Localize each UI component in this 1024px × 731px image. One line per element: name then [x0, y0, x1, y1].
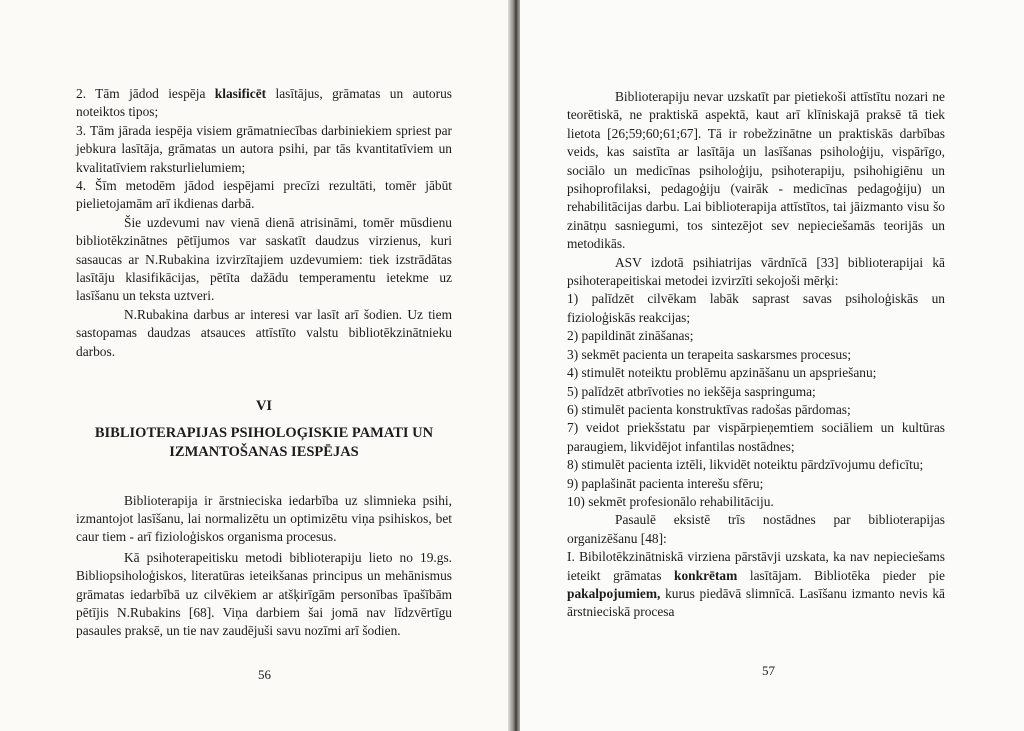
list-item: 4) stimulēt noteiktu problēmu apzināšanu un apspriešanu;	[567, 365, 877, 381]
right-page-text	[567, 88, 945, 622]
paragraph	[76, 85, 452, 122]
paragraph: 3. Tām jārada iespēja visiem grāmatniecības darbiniekiem spriest par jebkura lasītāja, grāmatas un autora psihi, par tās kvantitatīviem un kvalitatīviem raksturlielumiem;	[76, 122, 452, 175]
text-run: 2. Tām jādod iespēja	[76, 86, 215, 101]
list-item: 2) papildināt zināšanas;	[567, 328, 694, 344]
bold-term: klasificēt	[214, 86, 267, 101]
text-run: lasītājam. Bibliotēka pieder pie	[737, 567, 945, 583]
list-item: 6) stimulēt pacienta konstruktīvas radošas pārdomas;	[567, 401, 851, 417]
page-number: 56	[258, 667, 271, 682]
list-item: 5) palīdzēt atbrīvoties no iekšēja saspringuma;	[567, 383, 816, 399]
left-page-text	[76, 85, 452, 641]
bold-term: konkrētam	[674, 567, 738, 583]
right-page	[520, 0, 1024, 731]
text-run: I. Bibilotēkzinātniskā virziena pārstāvji uzskata, ka nav nepieciešams ieteikt grāmatas	[567, 549, 945, 583]
paragraph	[567, 548, 945, 622]
paragraph: Biblioterapija ir ārstnieciska iedarbība uz slimnieka psihi, izmantojot lasīšanu, lai normalizētu un optimizētu viņa psihiskos, bet caur tiem - arī fizioloģiskos organisma procesus.	[76, 492, 452, 545]
list-item: 1) palīdzēt cilvēkam labāk saprast savas psiholoģiskās un fizioloģiskās reakcijas;	[567, 291, 945, 325]
paragraph: Pasaulē eksistē trīs nostādnes par biblioterapijas organizēšanu [48]:	[567, 512, 945, 546]
chapter-title: BIBLIOTERAPIJAS PSIHOLOĢISKIE PAMATI UN IZMANTOŠANAS IESPĒJAS	[94, 424, 434, 460]
list-item: 7) veidot priekšstatu par vispārpieņemtiem sociāliem un kultūras paraugiem, likvidējot infantilas nostādnes;	[567, 420, 945, 454]
paragraph: Šie uzdevumi nav vienā dienā atrisināmi, tomēr mūsdienu bibliotēkzinātnes pētījumos var saskatīt daudzus virzienus, kuri sasaucas ar N.Rubakina izvirzītajiem uzdevumiem: tiek izstrādātas lasītāju klasifikācijas, pētīta dažādu temperamentu ietekme uz lasīšanu un teksta uztveri.	[76, 214, 452, 304]
chapter-number: VI	[255, 398, 273, 415]
paragraph: N.Rubakina darbus ar interesi var lasīt arī šodien. Uz tiem sastopamas daudzas atsauces attīstīto valstu bibliotēkzinātnieku darbos.	[76, 306, 452, 359]
page-number: 57	[762, 663, 775, 678]
list-item: 3) sekmēt pacienta un terapeita saskarsmes procesus;	[567, 346, 852, 362]
list-item: 9) paplašināt pacienta interešu sfēru;	[567, 475, 764, 491]
list-item: 10) sekmēt profesionālo rehabilitāciju.	[567, 493, 774, 509]
list-item: 8) stimulēt pacienta iztēli, likvidēt noteiktu pārdzīvojumu deficītu;	[567, 457, 924, 473]
text-run: kurus piedāvā slimnīcā. Lasīšanu izmanto nevis kā ārstnieciskā procesa	[567, 585, 945, 620]
left-page	[0, 0, 510, 731]
text-run: lasītājus, grāmatas un autorus noteiktos tipos;	[76, 86, 452, 120]
paragraph: Kā psihoterapeitisku metodi biblioterapiju lieto no 19.gs. Bibliopsiholoģiskos, literatūras ieteikšanas principus un mehānismus grāmatas iedarbībā uz cilvēkiem ar atšķirīgām personības īpašībām pētījis N.Rubakins [68]. Viņa darbiem šai jomā nav līdzvērtīgu pasaules praksē, un tie nav zaudējuši savu nozīmi arī šodien.	[76, 549, 452, 639]
paragraph: Biblioterapiju nevar uzskatīt par pietiekoši attīstītu nozari ne teorētiskā, ne praktiskā aspektā, kaut arī klīniskajā praksē tā tiek lietota [26;59;60;61;67]. Tā ir robežzinātne un praktiskās darbības veids, kas saistīta ar lasītāja un lasīšanas psiholoģiju, vispārīgo, sociālo un medicīnas psiholoģiju, psihoterapiju, psihohigiēnu un psihoprofilaksi, pedagoģiju (vairāk - medicīnas pedagoģiju) un rehabilitācijas darbu. Lai biblioterapija attīstītos, tai jāizmanto visu šo zinātņu sasniegumi, tos sintezējot sev nepieciešamās teorijās un metodikās.	[567, 89, 945, 252]
paragraph: ASV izdotā psihiatrijas vārdnīcā [33] biblioterapijai kā psihoterapeitiskai metodei izvirzīti sekojoši mērķi:	[567, 254, 945, 289]
paragraph: 4. Šīm metodēm jādod iespējami precīzi rezultāti, tomēr jābūt pielietojamām arī ikdienas darbā.	[76, 178, 452, 212]
bold-term: pakalpojumiem,	[567, 585, 661, 601]
